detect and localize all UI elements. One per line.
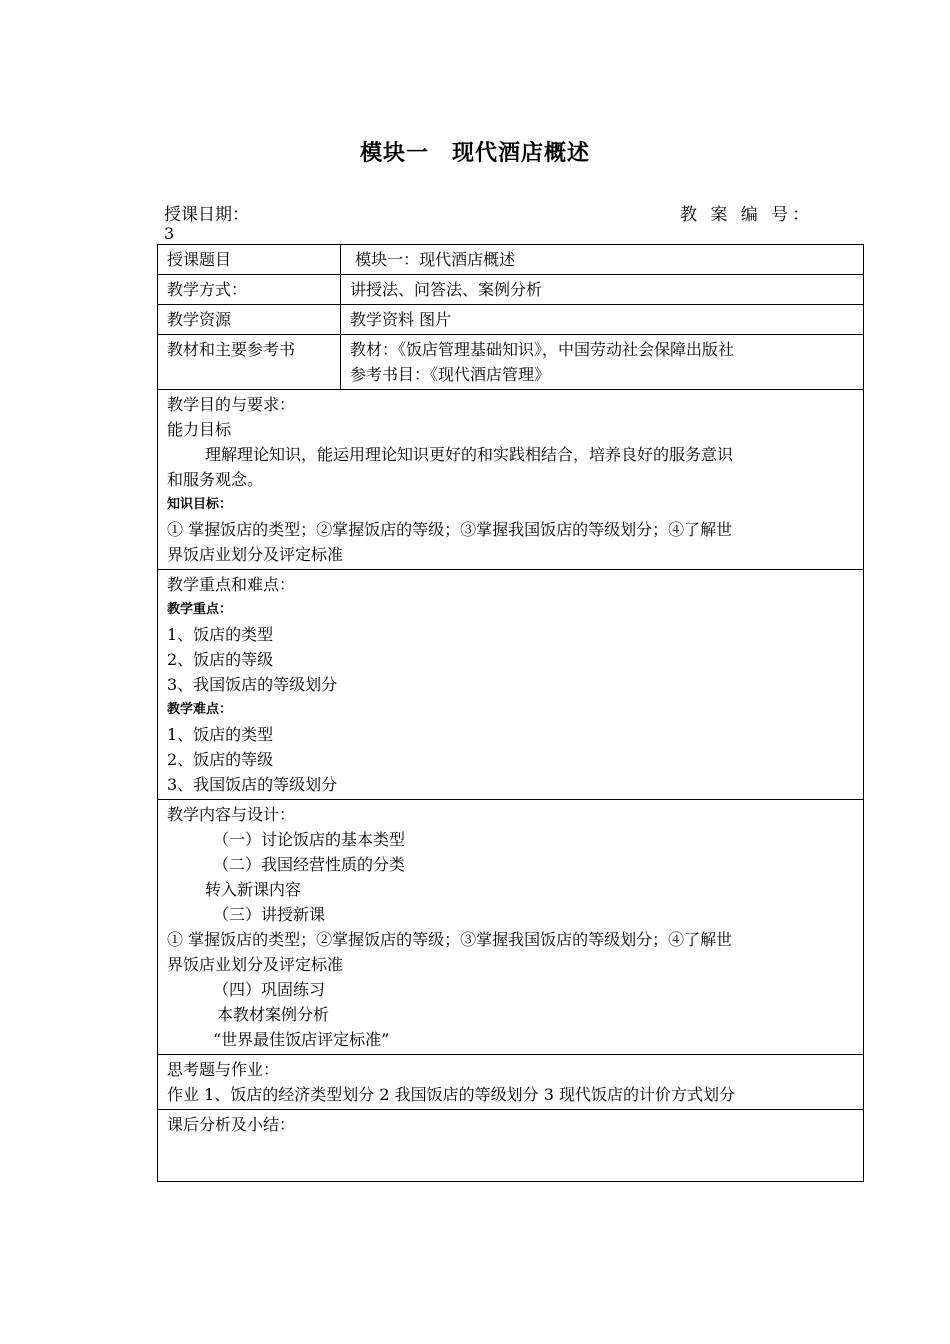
date-label: 授课日期：	[164, 205, 249, 225]
ability-text-line2: 和服务观念。	[167, 470, 264, 489]
books-value	[341, 335, 864, 390]
objectives-row	[158, 390, 864, 570]
content-line: （一）讨论饭店的基本类型	[213, 830, 406, 849]
knowledge-text-line2: 界饭店业划分及评定标准	[167, 545, 344, 564]
content-heading: 教学内容与设计：	[167, 805, 296, 824]
topic-label: 授课题目	[158, 245, 341, 275]
summary-cell	[158, 1110, 864, 1182]
page-title: 模块一 现代酒店概述	[359, 141, 590, 166]
homework-text: 作业 1、饭店的经济类型划分 2 我国饭店的等级划分 3 现代饭店的计价方式划分	[167, 1085, 735, 1104]
summary-row	[158, 1110, 864, 1182]
difficulty-heading: 教学难点：	[167, 702, 233, 717]
method-row	[158, 275, 864, 305]
homework-row	[158, 1055, 864, 1110]
content-row	[158, 800, 864, 1055]
focus-item: 2、饭店的等级	[167, 650, 274, 669]
books-row	[158, 335, 864, 390]
key-points-heading: 教学重点和难点：	[167, 575, 296, 594]
resources-value: 教学资料 图片	[341, 305, 864, 335]
focus-item: 3、我国饭店的等级划分	[167, 675, 338, 694]
content-line: ① 掌握饭店的类型；②掌握饭店的等级；③掌握我国饭店的等级划分；④了解世	[167, 930, 733, 949]
difficulty-item: 2、饭店的等级	[167, 750, 274, 769]
content-line: 转入新课内容	[205, 880, 302, 899]
content-line: （二）我国经营性质的分类	[213, 855, 406, 874]
ability-heading: 能力目标	[167, 420, 232, 439]
homework-cell	[158, 1055, 864, 1110]
textbook-line: 教材：《饭店管理基础知识》，中国劳动社会保障出版社	[350, 340, 735, 359]
knowledge-text-line1: ① 掌握饭店的类型；②掌握饭店的等级；③掌握我国饭店的等级划分；④了解世	[167, 520, 733, 539]
lesson-plan-table	[157, 244, 864, 1182]
reference-line: 参考书目：《现代酒店管理》	[350, 365, 551, 384]
resources-row	[158, 305, 864, 335]
focus-item: 1、饭店的类型	[167, 625, 274, 644]
content-line: 界饭店业划分及评定标准	[167, 955, 344, 974]
focus-heading: 教学重点：	[167, 602, 233, 617]
content-cell	[158, 800, 864, 1055]
topic-row	[158, 245, 864, 275]
resources-label: 教学资源	[158, 305, 341, 335]
content-line: （四）巩固练习	[213, 980, 326, 999]
difficulty-item: 3、我国饭店的等级划分	[167, 775, 338, 794]
method-label: 教学方式：	[158, 275, 341, 305]
difficulty-item: 1、饭店的类型	[167, 725, 274, 744]
summary-heading: 课后分析及小结：	[167, 1115, 296, 1134]
ability-text-line1: 理解理论知识，能运用理论知识更好的和实践相结合，培养良好的服务意识	[205, 445, 734, 464]
plan-number-value: 3	[164, 224, 175, 243]
content-line: （三）讲授新课	[213, 905, 326, 924]
plan-number-label: 教 案 编 号：	[680, 205, 814, 225]
content-line: “世界最佳饭店评定标准”	[213, 1030, 390, 1049]
topic-value: 模块一：现代酒店概述	[341, 245, 864, 275]
key-points-row	[158, 570, 864, 800]
objectives-cell	[158, 390, 864, 570]
key-points-cell	[158, 570, 864, 800]
books-label: 教材和主要参考书	[158, 335, 341, 390]
method-value: 讲授法、问答法、案例分析	[341, 275, 864, 305]
homework-heading: 思考题与作业：	[167, 1060, 280, 1079]
knowledge-heading: 知识目标：	[167, 497, 233, 512]
content-line: 本教材案例分析	[217, 1005, 330, 1024]
objectives-heading: 教学目的与要求：	[167, 395, 296, 414]
